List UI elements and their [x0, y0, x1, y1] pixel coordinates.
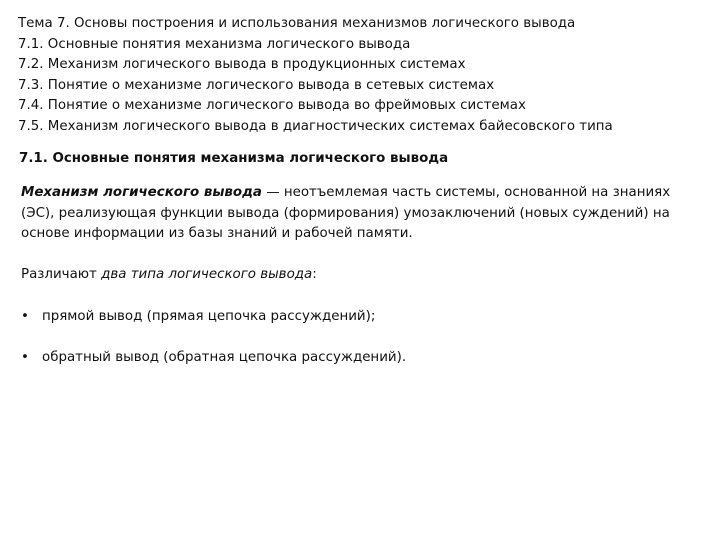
section-body	[21, 183, 701, 368]
bullet-backward-inference	[21, 348, 701, 369]
outline-item-7-5: 7.5. Механизм логического вывода в диагностических системах байесовского типа	[18, 118, 613, 134]
bullet-forward-inference	[21, 307, 701, 328]
definition-term: Механизм логического вывода	[21, 185, 262, 200]
topic-outline	[18, 14, 708, 138]
paragraph-spacer	[21, 245, 701, 266]
outline-item-7-1: 7.1. Основные понятия механизма логического вывода	[18, 36, 411, 52]
outline-item-7-4: 7.4. Понятие о механизме логического вывода во фреймовых системах	[18, 98, 526, 114]
bullet-dot: •	[21, 308, 29, 324]
types-prefix: Различают	[21, 267, 102, 283]
bullet-text: прямой вывод (прямая цепочка рассуждений);	[42, 308, 376, 324]
paragraph-spacer	[21, 286, 701, 307]
types-suffix: :	[312, 267, 317, 283]
topic-title: Тема 7. Основы построения и использования механизмов логического вывода	[18, 16, 576, 31]
outline-item-7-2: 7.2. Механизм логического вывода в продукционных системах	[18, 57, 466, 73]
definition-paragraph	[21, 183, 701, 245]
bullet-dot: •	[21, 349, 29, 365]
bullet-text: обратный вывод (обратная цепочка рассуждений).	[42, 349, 407, 365]
definition-text: — неотъемлемая часть системы, основанной на знаниях (ЭС), реализующая функции вывода (формирования) умозаключений (новых суждений) на основе информации из базы знаний и рабочей памяти.	[21, 185, 671, 242]
types-paragraph	[21, 265, 701, 286]
paragraph-spacer	[21, 327, 701, 348]
types-emphasis: два типа логического вывода	[101, 267, 313, 283]
outline-item-7-3: 7.3. Понятие о механизме логического вывода в сетевых системах	[18, 77, 495, 93]
section-heading: 7.1. Основные понятия механизма логического вывода	[19, 151, 449, 166]
